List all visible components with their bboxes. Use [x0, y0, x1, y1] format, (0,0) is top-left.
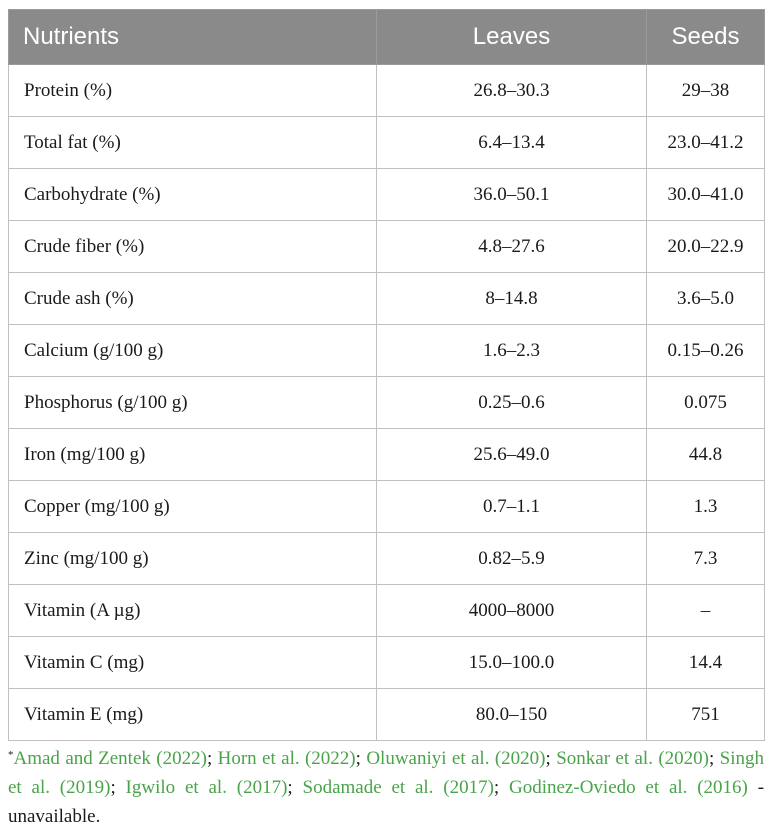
- cell-leaves: 26.8–30.3: [377, 65, 647, 117]
- footnote-tail: - unavailable.: [8, 777, 765, 827]
- citation-link[interactable]: Oluwaniyi et al. (2020): [366, 748, 546, 769]
- cell-nutrient: Vitamin C (mg): [9, 637, 377, 689]
- cell-leaves: 36.0–50.1: [377, 169, 647, 221]
- cell-seeds: 1.3: [647, 481, 765, 533]
- cell-leaves: 0.82–5.9: [377, 533, 647, 585]
- table-row: [9, 169, 765, 221]
- table-row: [9, 273, 765, 325]
- header-seeds: Seeds: [647, 10, 765, 65]
- cell-nutrient: Protein (%): [9, 65, 377, 117]
- table-row: [9, 221, 765, 273]
- cell-nutrient: Vitamin E (mg): [9, 689, 377, 741]
- cell-seeds: 30.0–41.0: [647, 169, 765, 221]
- cell-leaves: 6.4–13.4: [377, 117, 647, 169]
- citation-separator: ;: [493, 777, 509, 798]
- table-row: [9, 533, 765, 585]
- cell-seeds: 7.3: [647, 533, 765, 585]
- cell-nutrient: Crude fiber (%): [9, 221, 377, 273]
- citation-link[interactable]: Godinez-Oviedo et al. (2016): [509, 777, 748, 798]
- cell-seeds: 29–38: [647, 65, 765, 117]
- citation-link[interactable]: Igwilo et al. (2017): [125, 777, 288, 798]
- table-header: [9, 10, 765, 65]
- citation-link[interactable]: Sonkar et al. (2020): [556, 748, 709, 769]
- cell-nutrient: Crude ash (%): [9, 273, 377, 325]
- citation-link[interactable]: Singh et al. (2019): [8, 748, 765, 798]
- table-row: [9, 689, 765, 741]
- citation-link[interactable]: Horn et al. (2022): [217, 748, 356, 769]
- cell-seeds: 44.8: [647, 429, 765, 481]
- cell-leaves: 15.0–100.0: [377, 637, 647, 689]
- table-row: [9, 65, 765, 117]
- cell-seeds: –: [647, 585, 765, 637]
- cell-seeds: 0.075: [647, 377, 765, 429]
- cell-seeds: 14.4: [647, 637, 765, 689]
- cell-leaves: 1.6–2.3: [377, 325, 647, 377]
- cell-leaves: 4.8–27.6: [377, 221, 647, 273]
- cell-leaves: 8–14.8: [377, 273, 647, 325]
- table-row: [9, 429, 765, 481]
- table-body: [9, 65, 765, 741]
- cell-seeds: 23.0–41.2: [647, 117, 765, 169]
- cell-leaves: 25.6–49.0: [377, 429, 647, 481]
- citation-separator: ;: [545, 748, 557, 769]
- citation-separator: ;: [355, 748, 367, 769]
- citation-separator: ;: [709, 748, 720, 769]
- citation-separator: ;: [110, 777, 126, 798]
- cell-nutrient: Total fat (%): [9, 117, 377, 169]
- citation-link[interactable]: Amad and Zentek (2022): [13, 748, 207, 769]
- footnote-marker: *: [8, 749, 14, 761]
- table-row: [9, 117, 765, 169]
- cell-seeds: 20.0–22.9: [647, 221, 765, 273]
- cell-nutrient: Phosphorus (g/100 g): [9, 377, 377, 429]
- table-footnote: [8, 741, 764, 831]
- cell-leaves: 0.7–1.1: [377, 481, 647, 533]
- citation-link[interactable]: Sodamade et al. (2017): [302, 777, 494, 798]
- header-row: [9, 10, 765, 65]
- nutrient-table-container: [8, 9, 764, 741]
- cell-leaves: 0.25–0.6: [377, 377, 647, 429]
- table-row: [9, 585, 765, 637]
- cell-nutrient: Calcium (g/100 g): [9, 325, 377, 377]
- nutrient-table: [8, 9, 765, 741]
- cell-leaves: 4000–8000: [377, 585, 647, 637]
- cell-nutrient: Vitamin (A µg): [9, 585, 377, 637]
- header-leaves: Leaves: [377, 10, 647, 65]
- table-row: [9, 325, 765, 377]
- cell-seeds: 0.15–0.26: [647, 325, 765, 377]
- citation-separator: ;: [206, 748, 218, 769]
- table-row: [9, 377, 765, 429]
- header-nutrients: Nutrients: [9, 10, 377, 65]
- cell-nutrient: Iron (mg/100 g): [9, 429, 377, 481]
- cell-seeds: 3.6–5.0: [647, 273, 765, 325]
- table-row: [9, 637, 765, 689]
- cell-leaves: 80.0–150: [377, 689, 647, 741]
- cell-nutrient: Zinc (mg/100 g): [9, 533, 377, 585]
- cell-nutrient: Copper (mg/100 g): [9, 481, 377, 533]
- table-row: [9, 481, 765, 533]
- citation-separator: ;: [287, 777, 303, 798]
- cell-seeds: 751: [647, 689, 765, 741]
- cell-nutrient: Carbohydrate (%): [9, 169, 377, 221]
